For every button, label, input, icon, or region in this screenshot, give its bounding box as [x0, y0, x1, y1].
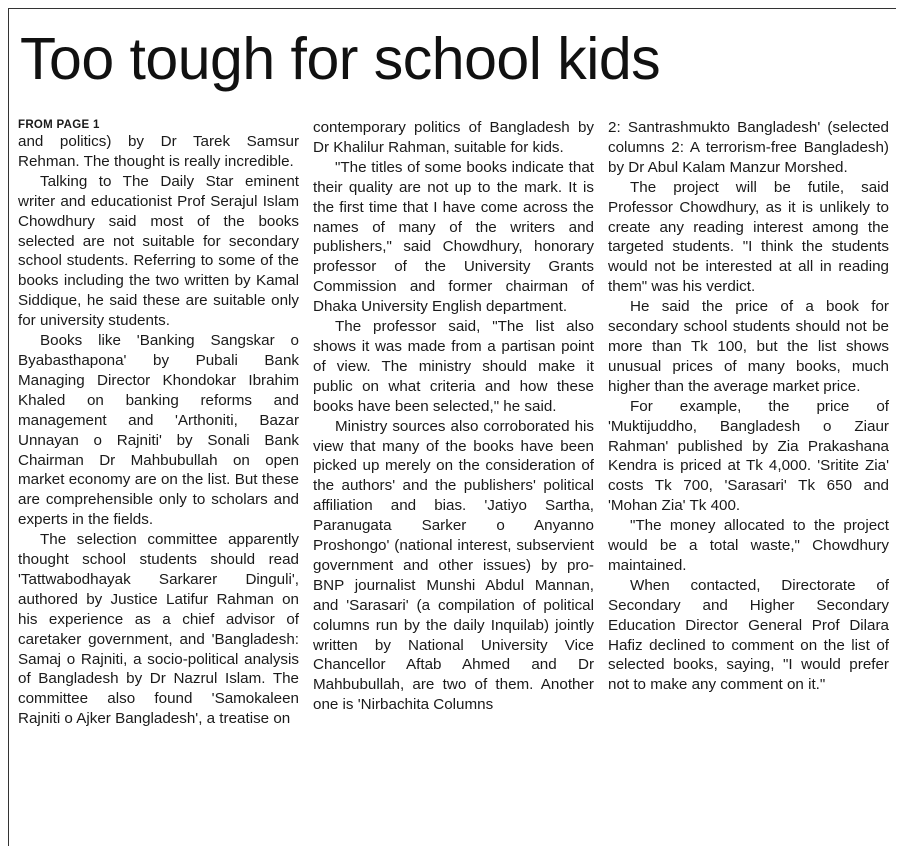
paragraph: The selection committee apparently thought school students should read 'Tattwabodhayak Sarkarer Dinguli', authored by Justice Latifur Rahman on his experience as a chief advisor of caretaker government, and 'Bangladesh: Samaj o Rajniti, a socio-political analysis of Bangladesh by Dr Nazrul Islam. The committee also found 'Samokaleen Rajniti o Ajker Bangladesh', a treatise on: [18, 531, 299, 728]
paragraph: For example, the price of 'Muktijuddho, Bangladesh o Ziaur Rahman' published by Zia Prakashana Kendra is priced at Tk 4,000. 'Sritite Zia' costs Tk 700, 'Sarasari' Tk 650 and 'Mohan Zia' Tk 400.: [608, 397, 889, 515]
paragraph: "The money allocated to the project would be a total waste," Chowdhury maintained.: [608, 517, 889, 574]
paragraph: 2: Santrashmukto Bangladesh' (selected columns 2: A terrorism-free Bangladesh) by Dr Abul Kalam Manzur Morshed.: [608, 119, 889, 176]
column-3: [608, 118, 889, 848]
paragraph: The professor said, "The list also shows it was made from a partisan point of view. The ministry should make it public on what criteria and how these books have been selected," he said.: [313, 318, 594, 415]
jump-label: FROM PAGE 1: [18, 119, 100, 131]
column-1: [18, 118, 299, 848]
headline: Too tough for school kids: [20, 26, 661, 92]
paragraph: Books like 'Banking Sangskar o Byabasthapona' by Pubali Bank Managing Director Khondokar Ibrahim Khaled on banking reforms and management and 'Arthoniti, Bazar Unnayan o Rajniti' by Sonali Bank Chairman Dr Mahbubullah on open market economy are on the list. But these are comprehensible only to scholars and experts in the fields.: [18, 332, 299, 529]
paragraph: "The titles of some books indicate that their quality are not up to the mark. It is the first time that I have come across the names of many of the writers and publishers," said Chowdhury, honorary professor of the University Grants Commission and former chairman of Dhaka University English department.: [313, 158, 594, 316]
paragraph: The project will be futile, said Professor Chowdhury, as it is unlikely to create any reading interest among the targeted students. "I think the students would not be interested at all in reading them" was his verdict.: [608, 178, 889, 296]
paragraph: Talking to The Daily Star eminent writer and educationist Prof Serajul Islam Chowdhury said most of the books selected are not suitable for secondary school students. Referring to some of the books including the two written by Kamal Siddique, he said these are suitable only for university students.: [18, 172, 299, 330]
paragraph: Ministry sources also corroborated his view that many of the books have been picked up merely on the consideration of the authors' and the publishers' political affiliation and bias. 'Jatiyo Sartha, Paranugata Sarker o Anyanno Proshongo' (national interest, subservient government and other issues) by pro-BNP journalist Munshi Abdul Mannan, and 'Sarasari' (a compilation of political columns run by the daily Inquilab) jointly written by National University Vice Chancellor Aftab Ahmed and Dr Mahbubullah, are two of them. Another one is 'Nirbachita Columns: [313, 417, 594, 714]
paragraph: contemporary politics of Bangladesh by Dr Khalilur Rahman, suitable for kids.: [313, 119, 594, 156]
paragraph: and politics) by Dr Tarek Samsur Rehman. The thought is really incredible.: [18, 133, 299, 170]
paragraph: He said the price of a book for secondary school students should not be more than Tk 100, but the list shows unusual prices of many books, much higher than the average market price.: [608, 298, 889, 395]
article-body: [18, 118, 894, 848]
column-2: [313, 118, 594, 848]
paragraph: When contacted, Directorate of Secondary and Higher Secondary Education Director General Prof Dilara Hafiz declined to comment on the list of selected books, saying, "I would prefer not to make any comment on it.": [608, 576, 889, 694]
